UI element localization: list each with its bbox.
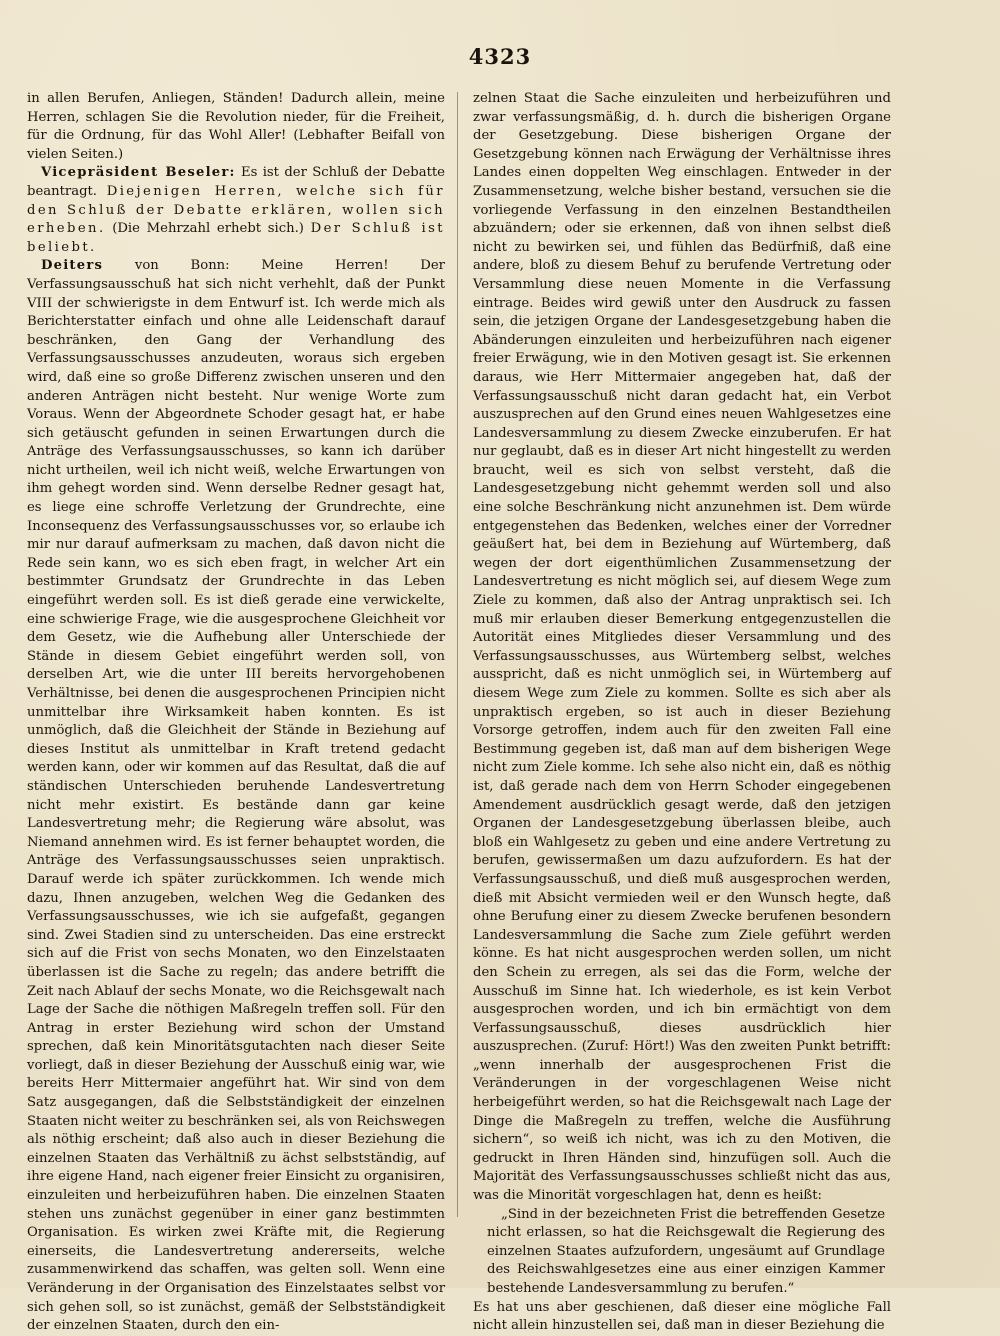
block-quote: „Sind in der bezeichneten Frist die betreffenden Gesetze nicht erlassen, so hat die Reichsgewalt die Regierung des einzelnen Staates aufzufordern, ungesäumt auf Grundlage des Reichswahlgesetzes eine aus einer einzigen Kammer bestehende Landesversammlung zu berufen.“ (487, 1206, 885, 1296)
paragraph-text: Es ist der Schluß der Debatte beantragt. (27, 165, 445, 199)
page-number: 4323 (468, 44, 532, 69)
paragraph-beifall: in allen Berufen, Anliegen, Ständen! Dadurch allein, meine Herren, schlagen Sie die Revolution nieder, für die Freiheit, für die Ordnung, für das Wohl Aller! (Lebhafter Beifall von vielen Seiten.) (27, 91, 445, 162)
speaker-name: Vicepräsident Beseler: (41, 165, 236, 181)
spaced-text: Der Schluß ist beliebt. (27, 221, 445, 255)
speaker-name: Deiters (41, 258, 104, 274)
left-column (27, 90, 445, 1336)
paragraph-vicepraesident (27, 164, 445, 257)
paragraph-closing: Es hat uns aber geschienen, daß dieser eine mögliche Fall nicht allein hinzustellen sei, daß man in dieser Beziehung die (473, 1299, 891, 1334)
paragraph-deiters (27, 257, 445, 1335)
paragraph-text: (Die Mehrzahl erhebt sich.) (112, 221, 304, 237)
paragraph-continuation: zelnen Staat die Sache einzuleiten und herbeizuführen und zwar verfassungsmäßig, d. h. durch die bisherigen Organe der Gesetzgebung. Diese bisherigen Organe der Gesetzgebung können nach Erwägung der Verhältnisse ihres Landes einen doppelten Weg einschlagen. Entweder in der Zusammensetzung, welche bisher bestand, versuchen sie die vorliegende Verfassung in den einzelnen Bestandtheilen abzuändern; oder sie erkennen, daß von ihnen selbst dieß nicht zu bewirken sei, und fühlen das Bedürfniß, daß eine andere, bloß zu diesem Behuf zu berufende Vertretung oder Versammlung diese neuen Momente in die Verfassung eintrage. Beides wird gewiß unter den Ausdruck zu fassen sein, die jetzigen Organe der Landesgesetzgebung haben die Abänderungen einzuleiten und herbeizuführen nach eigener freier Erwägung, wie in den Motiven gesagt ist. Sie erkennen daraus, wie Herr Mittermaier angegeben hat, daß der Verfassungsausschuß nicht daran gedacht hat, ein Verbot auszusprechen auf den Grund eines neuen Wahlgesetzes eine Landesversammlung zu diesem Zwecke einzuberufen. Er hat nur geglaubt, daß es in dieser Art nicht hingestellt zu werden braucht, weil es sich von selbst versteht, daß die Landesgesetzgebung nicht gehemmt werden soll und also eine solche Beschränkung nicht anzunehmen ist. Dem würde entgegenstehen das Bedenken, welches einer der Vorredner geäußert hat, bei dem in Beziehung auf Würtemberg, daß wegen der dort eigenthümlichen Zusammensetzung der Landesvertretung es nicht möglich sei, auf diesem Wege zum Ziele zu kommen, daß also der Antrag unpraktisch sei. Ich muß mir erlauben dieser Bemerkung entgegenzustellen die Autorität eines Mitgliedes dieser Versammlung und des Verfassungsausschusses, aus Würtemberg selbst, welches ausspricht, daß es nicht unmöglich sei, in Würtemberg auf diesem Wege zum Ziele zu kommen. Sollte es sich aber als unpraktisch ergeben, so ist auch in dieser Beziehung Vorsorge getroffen, indem auch für den zweiten Fall eine Bestimmung gegeben ist, daß man auf dem bisherigen Wege nicht zum Ziele komme. Ich sehe also nicht ein, daß es nöthig ist, daß gerade nach dem von Herrn Schoder eingegebenen Amendement ausdrücklich gesagt werde, daß den jetzigen Organen der Landesgesetzgebung überlassen bleibe, auch bloß ein Wahlgesetz zu geben und eine andere Vertretung zu berufen, gewissermaßen um dazu aufzufordern. Es hat der Verfassungsausschuß, und dieß muß ausgesprochen werden, dieß mit Absicht vermieden weil er den Wunsch hegte, daß ohne Berufung einer zu diesem Zwecke berufenen besondern Landesversammlung die Sache zum Ziele geführt werden könne. Es hat nicht ausgesprochen werden sollen, um nicht den Schein zu erregen, als sei das die Form, welche der Ausschuß im Sinne hat. Ich wiederhole, es ist kein Verbot ausgesprochen worden, und ich bin ermächtigt von dem Verfassungsausschuß, dieses ausdrücklich hier auszusprechen. (Zuruf: Hört!) Was den zweiten Punkt betrifft: „wenn innerhalb der ausgesprochenen Frist die Veränderungen in der vorgeschlagenen Weise nicht herbeigeführt werden, so hat die Reichsgewalt nach Lage der Dinge die Maßregeln zu treffen, welche die Ausführung sichern“, so weiß ich nicht, was ich zu den Motiven, die gedruckt in Ihren Händen sind, hinzufügen soll. Auch die Majorität des Verfassungsausschusses schließt nicht das aus, was die Minorität vorgeschlagen hat, denn es heißt: (473, 91, 891, 1204)
spaced-text: Diejenigen Herren, welche sich für den Schluß der Debatte erklären, wollen sich erheben. (27, 183, 445, 237)
right-column (473, 90, 891, 1336)
paragraph-text: von Bonn: Meine Herren! Der Verfassungsausschuß hat sich nicht verhehlt, daß der Punkt VIII der schwierigste in dem Entwurf ist. Ich werde mich als Berichterstatter einfach und ohne alle Leidenschaft darauf beschränken, den Gang der Verhandlung des Verfassungsausschusses anzudeuten, woraus sich ergeben wird, daß eine so große Differenz zwischen unseren und den anderen Anträgen nicht besteht. Nur wenige Worte zum Voraus. Wenn der Abgeordnete Schoder gesagt hat, er habe sich getäuscht gefunden in seinen Erwartungen durch die Anträge des Verfassungsausschusses, so kann ich darüber nicht urtheilen, weil ich nicht weiß, welche Erwartungen von ihm gehegt worden sind. Wenn derselbe Redner gesagt hat, es liege eine schroffe Verletzung der Grundrechte, eine Inconsequenz des Verfassungsausschusses vor, so erlaube ich mir nur darauf aufmerksam zu machen, daß davon nicht die Rede sein kann, wo es sich eben fragt, in welcher Art ein bestimmter Grundsatz der Grundrechte in das Leben eingeführt werden soll. Es ist dieß gerade eine verwickelte, eine schwierige Frage, wie die ausgesprochene Gleichheit vor dem Gesetz, wie die Aufhebung aller Unterschiede der Stände in diesem Gebiet eingeführt werden soll, von derselben Art, wie die unter III bereits hervorgehobenen Verhältnisse, bei denen die ausgesprochenen Principien nicht unmittelbar ihre Wirksamkeit haben konnten. Es ist unmöglich, daß die Gleichheit der Stände in Beziehung auf dieses Institut als unmittelbar in Kraft tretend gedacht werden kann, oder wir kommen auf das Resultat, daß die auf ständischen Unterschieden beruhende Landesvertretung nicht mehr existirt. Es bestände dann gar keine Landesvertretung mehr; die Regierung wäre absolut, was Niemand annehmen wird. Es ist ferner behauptet worden, die Anträge des Verfassungsausschusses seien unpraktisch. Darauf werde ich später zurückkommen. Ich wende mich dazu, Ihnen anzugeben, welchen Weg die Gedanken des Verfassungsausschusses, wie ich sie aufgefaßt, gegangen sind. Zwei Stadien sind zu unterscheiden. Das eine erstreckt sich auf die Frist von sechs Monaten, wo den Einzelstaaten überlassen ist die Sache zu regeln; das andere betrifft die Zeit nach Ablauf der sechs Monate, wo die Reichsgewalt nach Lage der Sache die nöthigen Maßregeln treffen soll. Für den Antrag in erster Beziehung wird schon der Umstand sprechen, daß kein Minoritätsgutachten nach dieser Seite vorliegt, daß in dieser Beziehung der Ausschuß einig war, wie bereits Herr Mittermaier angeführt hat. Wir sind von dem Satz ausgegangen, daß die Selbstständigkeit der einzelnen Staaten nicht weiter zu beschränken sei, als von Reichswegen als nöthig erscheint; daß also auch in dieser Beziehung die einzelnen Staaten das Verhältniß zu ächst selbstständig, auf ihre eigene Hand, nach eigener freier Einsicht zu organisiren, einzuleiten und herbeizuführen haben. Die einzelnen Staaten stehen uns zunächst gegenüber in einer ganz bestimmten Organisation. Es wirken zwei Kräfte mit, die Regierung einerseits, die Landesvertretung andererseits, welche zusammenwirkend das schaffen, was gelten soll. Wenn eine Veränderung in der Organisation des Einzelstaates selbst vor sich gehen soll, so ist zunächst, gemäß der Selbstständigkeit der einzelnen Staaten, durch den ein- (27, 258, 445, 1334)
column-divider (457, 92, 458, 1217)
